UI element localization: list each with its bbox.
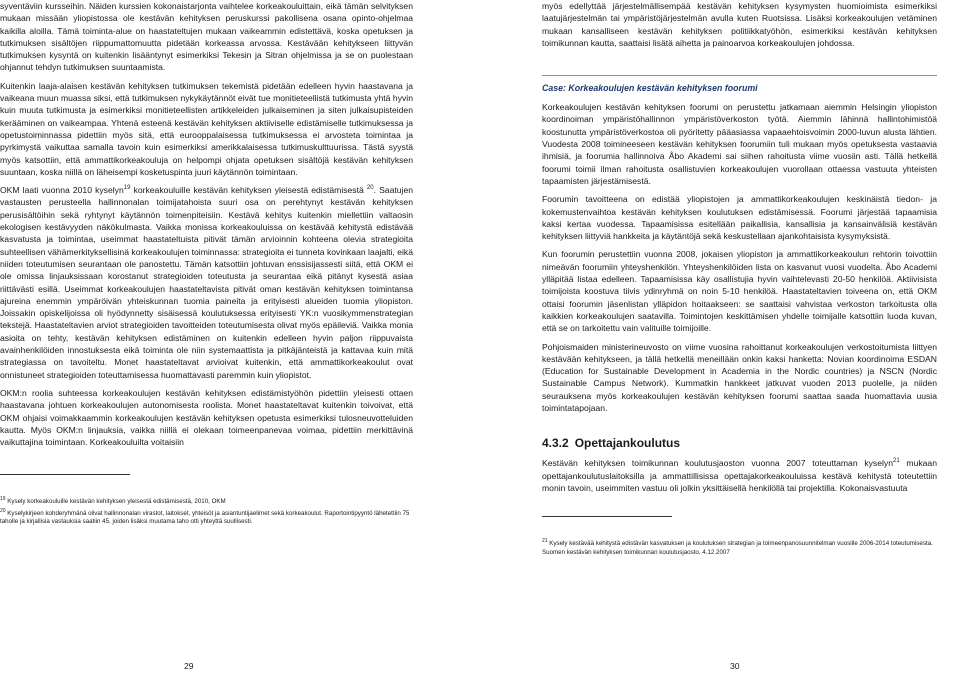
text-run: korkeakouluille kestävän kehityksen yleisestä edistämisestä <box>130 185 367 196</box>
paragraph: Korkeakoulujen kestävän kehityksen foorumi on perustettu jatkamaan aiemmin Helsingin yliopiston koordinoiman ympäristöhallinnon ympäristöverkoston työtä. Aiemmin lähinnä hallintohimistöä koostunutta ympäristöverkostoa oli pyöritetty pääasiassa vapaaehtoisvoimin 2000-luvun alusta lähtien. Vuodesta 2008 toimineeseen kestävän kehityksen foorumiin tuli mukaan myös opetuksesta vastaavia ihmisiä, ja foorumia hallinnoiva Åbo Akademi sai siihen rahoitusta viime vuosiin asti. Tällä hetkellä foorumi toimii ilman rahoitusta osallistuvien korkeakoulujen vuorollaan ottaessa vastuuta yhteisten tapaamisten järjestämisestä. <box>542 102 937 186</box>
footnote <box>542 540 937 557</box>
text-run: mukaan opettajankoulutuslaitoksilla ja ammattillisissa opettajakorkeakouluissa kestävä kehitystä toteutettiin monin tavoin, useimmiten vastuu oli jolkin yksittäisellä henkilöllä tai projektilla. Kokonaisvastuuta <box>542 458 937 493</box>
footnote-ref[interactable]: 20 <box>366 185 374 192</box>
text-run: . Saatujen vastausten perusteella hallinnonalan toimijatahoista suuri osa on perehtynyt kestävän kehityksen perusisältöihin sekä ryhtynyt käytännön toimenpiteisiin. Kestävä kehitys kuitenkin miellettiin valtaosin ekologisen kestävyyden näkökulmasta. Vaikka monissa korkeakouluissa on kestävää kehitystä edistävää kasvatusta ja toimintaa, useimmat haastateltuista pitivät tämän arvioinnin kohteena olevia strategioita suhteellisen vähämerkityksellisinä korkeakoulujen toiminnassa: strategioita ei tunneta kovinkaan laajalti, eikä niiden toteutumisen seurantaan ole panostettu. Tämän katsottiin johtuvan enssisijassesti siitä, että OKM ei ole omissa linjauksissaan korostanut strategioiden toteutusta ja seurantaa eikä pitänyt kysestä asiaa riittävästi esillä. Useimmat korkeakoulujen haastateltavista pitivät oman kestävän kehityksen toimintansa ajureina enemmin ympäröivän yhteiskunnan tuomia paineita ja erityisesti alueiden tuomia yliopiston. Joissakin opiskelijoissa oli hyödynnetty sisäisessä koulutuksessa erityisesti YK:n vuosikymmenstrategian tekstejä. Haastateltavien arviot strategioiden tavoitteiden toteutumisesta olivat myös epäileviä. Vaikka monia asioita on tehty, kestävän kehityksen edistäminen on kuitenkin edelleen hyvin paljon riippuvaista avainhenkilöiden innostuksesta eikä toiminta ole niin systemaattista ja pitkäjänteistä ja kattavaa kuin mitä strategiassa on tavoiteltu. Monet haastateltavat arvioivat kuitenkin, että ammattikorkeakoulut ovat onnistuneet strategioiden toteuttamisessa huomattavasti paremmin kuin yliopistot. <box>0 185 413 380</box>
footnote-number: 20 <box>0 507 6 514</box>
footnote <box>0 498 413 507</box>
case-title: Case: Korkeakoulujen kestävän kehityksen foorumi <box>542 83 758 94</box>
case-box <box>542 75 937 414</box>
section-heading <box>542 436 937 450</box>
left-page <box>0 0 460 676</box>
text-run: Kestävän kehityksen toimikunnan koulutusjaoston vuonna 2007 toteuttaman kyselyn <box>542 458 893 469</box>
footnote-number: 19 <box>0 496 6 503</box>
paragraph: Kun foorumin perustettiin vuonna 2008, jokaisen yliopiston ja ammattikorkeakoulun rehtorin toivottiin nimeävän foorumiin yhteyshenkilön. Yhteyshenkilöiden lista on kasvanut vuosi vuodelta. Åbo Academi ylläpitää listaa edelleen. Tapaamisissa käy osallistujia hyvin vaihtelevasti 20-50 henkilöä. Aktiivisista toimijoista koostuva tiivis ydinryhmä on noin 5-10 henkilöä. Haastateltavien toiveena on, että OKM ottaisi foorumin jäsenlistan ylläpidon hoitaakseen: se saattaisi vahvistaa verkoston tarkoitusta olla kaikkien korkeakoulujen saatavilla. Toimintojen keskittämisen yhdelle toimijalle katsottiin luoda kuvan, että se on tarkoitettu vain valituille toimijoille. <box>542 249 937 334</box>
section-number: 4.3.2 <box>542 436 569 451</box>
footnote <box>0 507 413 527</box>
footnote-number: 21 <box>542 538 548 545</box>
page-number: 30 <box>730 661 740 671</box>
paragraph: Pohjoismaiden ministerineuvosto on viime vuosina rahoittanut korkeakoulujen verkostoitumista liittyen kestävään kehitykseen, ja tällä hetkellä meneillään onkin kaksi hanketta: Novian koordinoima ESDAN (Education for Sustainable Development in Academia in the Nordic countries) ja NSCN (Nordic Sustainable Campus Network). Kummatkin hankkeet jatkuvat vuoden 2013 puolelle, ja niiden seurauksena myös korkeakoulujen kestävän kehityksen foorumi saattaa saada huomattavia uusia toimintatapojaan. <box>542 341 937 414</box>
paragraph: myös edellyttää järjestelmällisempää kestävän kehityksen kysymysten huomioimista esimerkiksi laatujärjestelmän tai ympäristöjärjestelmän avulla kuten Ruotsissa. Lisäksi korkeakoulujen vetäminen mukaan kansalliseen kestävän kehityksen politiikkatyöhön, esimerkiksi kestävän kehityksen toimikunnan kautta, saattaisi lisätä aihetta ja painoarvoa korkeakoulujen johdossa. <box>542 1 937 48</box>
left-column <box>0 0 413 527</box>
right-page <box>480 0 940 676</box>
footnote-ref[interactable]: 19 <box>123 185 131 192</box>
paragraph: syventäviin kursseihin. Näiden kurssien kokonaistarjonta vaihtelee korkeakouluittain, eikä tämän selvityksen mukaan missään yliopistossa ole kestävän kehityksen peruskurssi pakollisena osana opinto-ohjelmaa kaikilla aloilla. Tämä toiminta-alue on haastateltujen mukaan vaikeammin edistettävä, koska opetuksen ja tutkimuksen sisältöjen riippumattomuutta pidetään korkeassa arvossa. Kestävään kehitykseen liittyvän tutkimuksen kysyntä on kuitenkin lisääntynyt esimerkiksi Tekesin ja Sitran ohjelmissa ja se on puolestaan ohjannut tehdyn tutkimuksen suuntaamista. <box>0 1 413 73</box>
section-title: Opettajankoulutus <box>574 436 681 451</box>
text-run: OKM laati vuonna 2010 kyselyn <box>0 185 124 196</box>
page-number: 29 <box>184 661 194 671</box>
paragraph <box>542 457 937 494</box>
footnote-text: Kyselykirjeen kohderyhmänä olivat hallinnonalan virastot, laitokset, yhteisöt ja asiantuntijaelimet sekä korkeakoulut. Raportointipyyntö lähetettiin 75 taholle ja kirjallisia vastauksia saatiin 45, joiden lisäksi muutama taho otti yhteyttä suullisesti. <box>0 509 410 526</box>
right-column <box>542 0 937 557</box>
paragraph: Foorumin tavoitteena on edistää yliopistojen ja ammattikorkeakoulujen keskinäistä tiedon- ja kokemustenvaihtoa kestävän kehityksen koulutuksen edistämisessä. Foorumi järjestää tapaamisia kaksi kertaa vuodessa. Tapaamisissa esitellään paikallisia, kansallisia ja kansainvälisiä kestävän kehityksen liittyviä hankkeita ja käytäntöjä sekä keskustellaan ajankohtaisista kysymyksistä. <box>542 194 937 242</box>
footnote-ref[interactable]: 21 <box>893 458 900 465</box>
footnote-text: Kysely kestävää kehitystä edistävän kasvatuksen ja koulutuksen strategian ja toimeenpanosuunnitelman vuosille 2006-2014 toteutumisesta. Suomen kestävän kehityksen toimikunnan koulutusjaosto. 4.12.2007 <box>542 540 933 556</box>
paragraph: Kuitenkin laaja-alaisen kestävän kehityksen tutkimuksen tekemistä pidetään edelleen hyvin haastavana ja vaikeana muun muassa siksi, että tutkimuksen nykykäytännöt eivät tue monitieteellistä tutkimusta yhtä hyvin kuin muuta tutkimusta ja esimerkiksi monitieteellisten artikkeleiden julkaiseminen ja siten julkaisupisteiden kerääminen on vaikeampaa. Yhtenä esteenä kestävän kehityksen aktiiviselle edistämiselle tutkimuksessa ja opetustoiminnassa pidettiin myös sitä, että eurooppalaisessa tutkimuksessa ei arvosteta toimintaa ja pyrkimystä vaikuttaa samalla tavoin kuin esimerkiksi amerikkalaisessa tutkimuskulttuurissa. Tästä syystä myös katsottiin, että ammattikorkeakouluja on helpompi ohjata opetuksen sisältöjä kestävän kehityksen suuntaan, koska niillä on läheisempi kosketuspinta juuri käytännön toimintaan. <box>0 80 413 177</box>
footnote-text: Kysely korkeakouluille kestävän kehityksen yleisestä edistämisestä, 2010, OKM <box>7 498 226 506</box>
paragraph <box>0 184 413 381</box>
paragraph: OKM:n roolia suhteessa korkeakoulujen kestävän kehityksen edistämistyöhön pidettiin yleisesti ottaen haastavana johtuen korkeakoulujen autonomisesta roolista. Monet haastateltavat kuitenkin toivoivat, että OKM ohjaisi voimakkaammin korkeakoulujen kestävän kehityksen opetusta esimerkiksi tulosneuvotteluiden kautta. Myös OKM:n linjauksia, vaikka niillä ei olekaan toimeenpanevaa voimaa, pidettiin merkittävinä vaikuttajina toimintaan. Korkeakouluilta voitaisiin <box>0 387 413 448</box>
